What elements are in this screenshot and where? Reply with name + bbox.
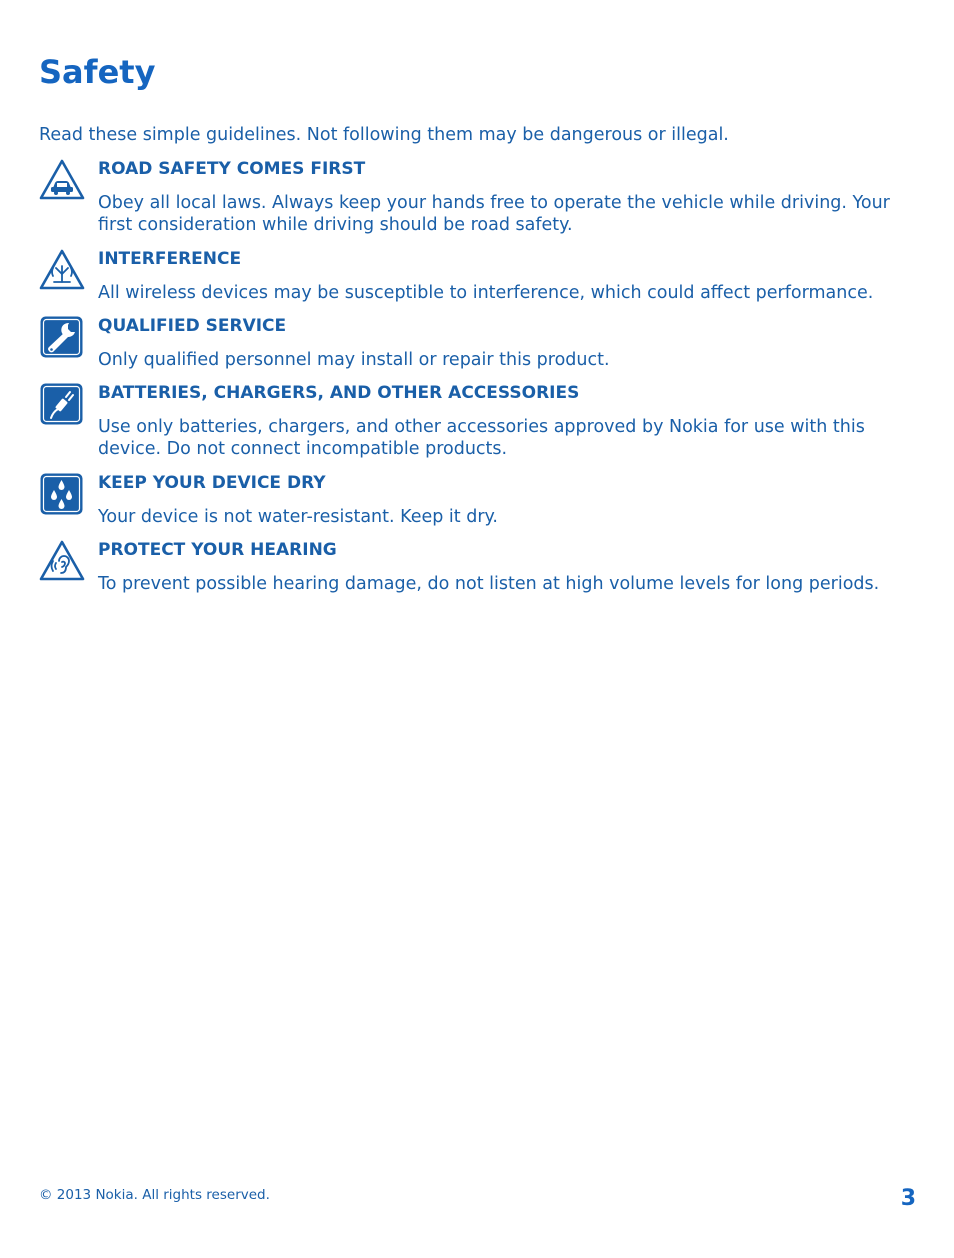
intro-text: Read these simple guidelines. Not following them may be dangerous or illegal. bbox=[39, 125, 729, 145]
item-heading: PROTECT YOUR HEARING bbox=[98, 540, 337, 560]
item-body: To prevent possible hearing damage, do not listen at high volume levels for long periods. bbox=[98, 574, 880, 594]
item-heading: QUALIFIED SERVICE bbox=[98, 316, 287, 336]
page-title: Safety bbox=[39, 53, 156, 91]
item-heading: BATTERIES, CHARGERS, AND OTHER ACCESSORIES bbox=[98, 383, 580, 403]
item-heading: INTERFERENCE bbox=[98, 249, 242, 269]
hearing-warning-icon bbox=[39, 539, 85, 583]
charger-plug-icon bbox=[39, 382, 85, 426]
item-body: Use only batteries, chargers, and other accessories approved by Nokia for use with this device. Do not connect incompatible products. bbox=[98, 417, 865, 459]
item-body: Only qualified personnel may install or repair this product. bbox=[98, 350, 610, 370]
car-warning-icon bbox=[39, 158, 85, 202]
copyright-notice: © 2013 Nokia. All rights reserved. bbox=[39, 1187, 270, 1203]
interference-warning-icon bbox=[39, 248, 85, 292]
water-drops-icon bbox=[39, 472, 85, 516]
item-heading: ROAD SAFETY COMES FIRST bbox=[98, 159, 366, 179]
item-body: Obey all local laws. Always keep your hands free to operate the vehicle while driving. Your first consideration while driving should be road safety. bbox=[98, 193, 890, 235]
page-number: 3 bbox=[900, 1186, 916, 1211]
item-heading: KEEP YOUR DEVICE DRY bbox=[98, 473, 326, 493]
item-body: Your device is not water-resistant. Keep it dry. bbox=[98, 507, 498, 527]
item-body: All wireless devices may be susceptible to interference, which could affect performance. bbox=[98, 283, 874, 303]
wrench-icon bbox=[39, 315, 85, 359]
